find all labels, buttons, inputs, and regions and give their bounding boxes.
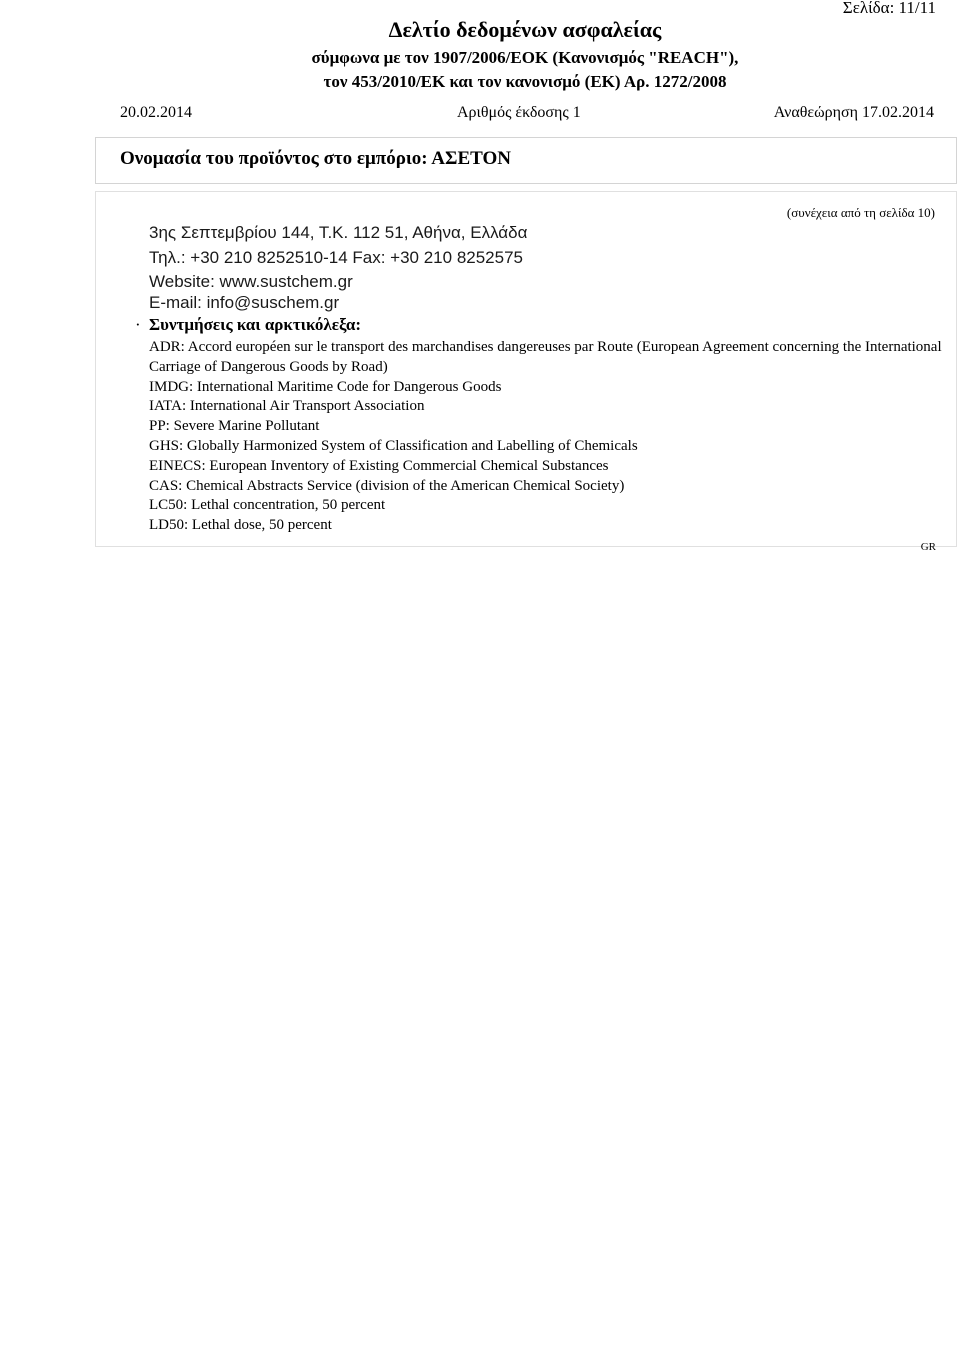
abbreviations-list	[149, 338, 949, 536]
contact-address: 3ης Σεπτεμβρίου 144, Τ.Κ. 112 51, Αθήνα, Ελλάδα	[149, 223, 528, 242]
document-subtitle-line-1: σύμφωνα με τον 1907/2006/ΕΟΚ (Κανονισμός "REACH"),	[311, 48, 739, 67]
product-name-box	[95, 137, 957, 184]
abbreviation-item-imdg: IMDG: International Maritime Code for Dangerous Goods	[149, 378, 502, 395]
print-date: 20.02.2014	[120, 104, 192, 121]
abbreviation-item-iata: IATA: International Air Transport Association	[149, 398, 425, 415]
page-number: Σελίδα: 11/11	[842, 0, 936, 17]
contact-website: Website: www.sustchem.gr	[149, 272, 353, 291]
document-meta-row	[120, 104, 934, 126]
abbreviation-item-ld50: LD50: Lethal dose, 50 percent	[149, 517, 332, 534]
abbreviation-item-pp: PP: Severe Marine Pollutant	[149, 418, 320, 435]
contact-email: E-mail: info@suschem.gr	[149, 293, 340, 312]
document-subtitle-line-2: τον 453/2010/ΕΚ και τον κανονισμό (ΕΚ) Αρ. 1272/2008	[323, 72, 727, 91]
abbreviation-item-adr: ADR: Accord européen sur le transport des marchandises dangereuses par Route (European Agreement concerning the International Carriage of Dangerous Goods by Road)	[149, 339, 942, 375]
country-code: GR	[920, 541, 936, 553]
abbreviation-item-lc50: LC50: Lethal concentration, 50 percent	[149, 497, 386, 514]
content-section	[95, 191, 957, 547]
bullet-dot: ·	[135, 315, 141, 334]
continued-note: (συνέχεια από τη σελίδα 10)	[786, 205, 935, 220]
document-title: Δελτίο δεδομένων ασφαλείας	[388, 17, 662, 42]
product-trade-name: Ονομασία του προϊόντος στο εμπόριο: ΑΣΕΤΟΝ	[120, 148, 511, 169]
abbreviations-heading	[135, 315, 361, 335]
abbreviation-item-einecs: EINECS: European Inventory of Existing Commercial Chemical Substances	[149, 457, 609, 474]
version-number: Αριθμός έκδοσης 1	[457, 104, 581, 121]
contact-phone-fax: Τηλ.: +30 210 8252510-14 Fax: +30 210 8252575	[149, 248, 523, 267]
abbreviation-item-ghs: GHS: Globally Harmonized System of Classification and Labelling of Chemicals	[149, 437, 638, 454]
abbreviation-item-cas: CAS: Chemical Abstracts Service (division of the American Chemical Society)	[149, 477, 625, 494]
revision-date: Αναθεώρηση 17.02.2014	[773, 104, 934, 121]
abbreviations-heading-text: Συντμήσεις και αρκτικόλεξα:	[149, 315, 362, 334]
